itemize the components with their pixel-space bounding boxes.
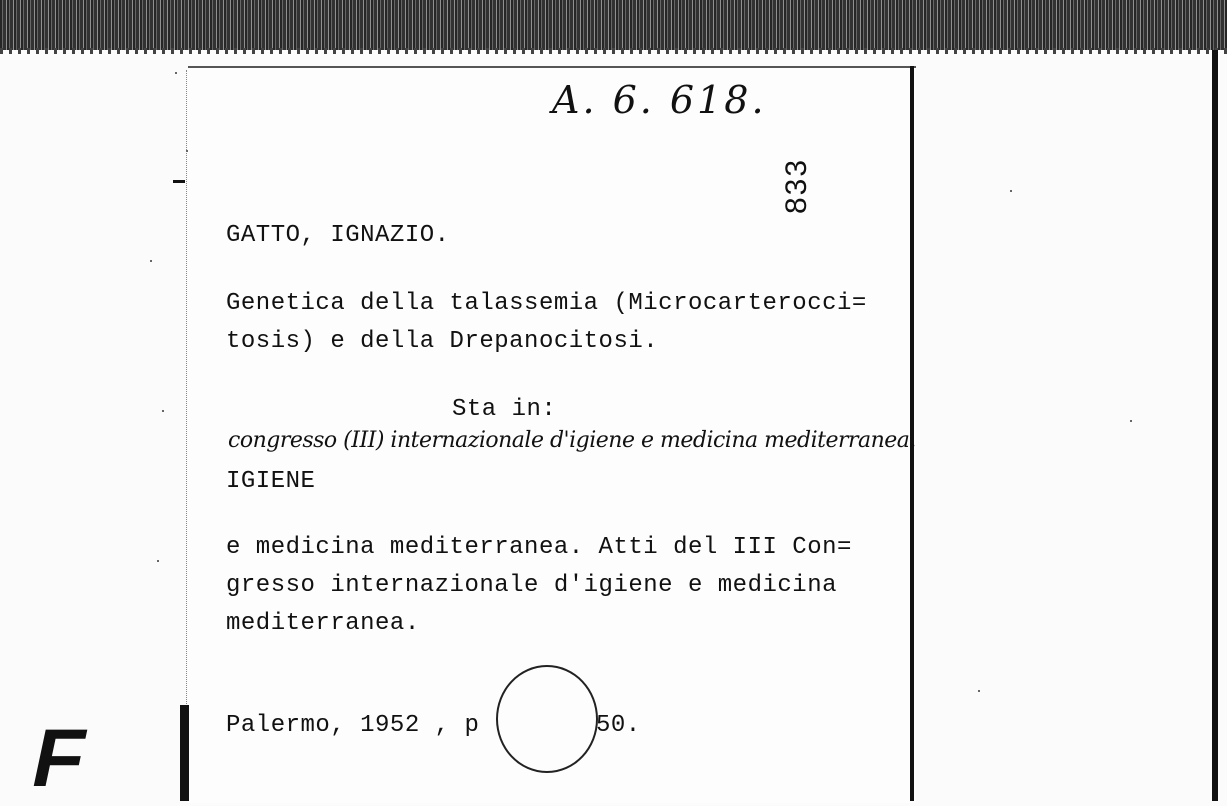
scanned-top-border xyxy=(0,0,1227,50)
scan-dust xyxy=(157,560,159,562)
scan-dust xyxy=(1010,190,1012,192)
source-line-1: e medicina mediterranea. Atti del III Con= xyxy=(226,534,852,561)
library-stamp xyxy=(496,665,598,773)
scan-dust xyxy=(173,180,185,183)
shelf-mark: A. 6. 618. xyxy=(552,78,767,122)
handwritten-note: congresso (III) internazionale d'igiene e medicina mediterranea. xyxy=(228,428,916,453)
scan-dust xyxy=(978,690,980,692)
side-number xyxy=(762,150,832,214)
author-heading: GATTO, IGNAZIO. xyxy=(226,222,450,249)
source-line-2: gresso internazionale d'igiene e medicina xyxy=(226,572,837,599)
right-frame-edge xyxy=(1212,50,1218,801)
corner-letter: F xyxy=(24,713,94,804)
card-left-bar xyxy=(180,705,189,801)
series-heading: IGIENE xyxy=(226,468,316,495)
imprint-suffix: 50. xyxy=(596,712,641,739)
card-left-edge xyxy=(186,70,188,710)
title-line-2: tosis) e della Drepanocitosi. xyxy=(226,328,659,355)
source-line-3: mediterranea. xyxy=(226,610,420,637)
scan-dust xyxy=(150,260,152,262)
scan-dust xyxy=(1130,420,1132,422)
scan-dust xyxy=(175,72,177,74)
title-line-1: Genetica della talassemia (Microcarterocci= xyxy=(226,290,867,317)
scan-dust xyxy=(162,410,164,412)
side-number-text: 833 xyxy=(780,157,813,214)
imprint-prefix: Palermo, 1952 , p xyxy=(226,712,480,739)
scan-dust xyxy=(186,150,188,152)
in-label: Sta in: xyxy=(452,396,557,423)
